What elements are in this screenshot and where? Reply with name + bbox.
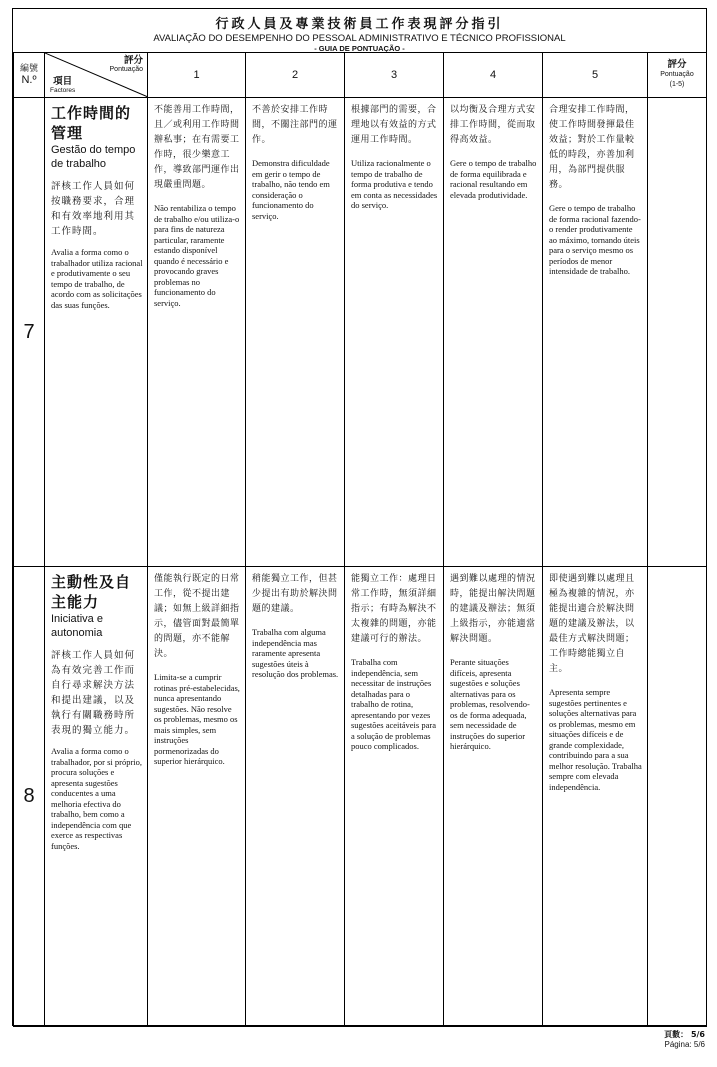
criterion-zh: 不善於安排工作時間，不關注部門的運作。 <box>252 105 338 145</box>
factor-score-header <box>45 53 148 98</box>
score-entry-cell[interactable] <box>648 98 707 567</box>
page-number-pt: Página: 5/6 <box>664 1040 705 1049</box>
criterion-zh: 根據部門的需要，合理地以有效益的方式運用工作時間。 <box>351 105 437 145</box>
scoring-table <box>13 52 707 1027</box>
form-header <box>13 9 706 53</box>
page-footer <box>664 1030 705 1050</box>
factor-title-pt: Iniciativa e autonomia <box>51 613 103 639</box>
criterion-zh: 以均衡及合理方式安排工作時間，從而取得高效益。 <box>450 105 536 145</box>
level-2-cell <box>246 567 345 1027</box>
number-label-pt: N.º <box>21 74 37 86</box>
factor-title-pt: Gestão do tempo de trabalho <box>51 144 136 170</box>
criterion-zh: 僅能執行既定的日常工作，從不提出建議；如無上級詳細指示，儘管面對最簡單的問題，亦不能解決。 <box>154 574 240 659</box>
row-number: 7 <box>14 98 45 567</box>
criterion-pt: Não rentabiliza o tempo de trabalho e/ou utiliza-o para fins de natureza particular, raramente estando disponível quando é necessário e provocando graves problemas no funcionamento do serviço. <box>154 203 240 308</box>
table-row <box>14 567 707 1027</box>
level-3-cell <box>345 98 444 567</box>
level-5-cell <box>543 98 648 567</box>
criterion-zh: 能獨立工作：處理日常工作時，無須詳細指示；有時為解決不太複雜的問題，亦能建議可行的辦法。 <box>351 574 437 644</box>
criterion-pt: Demonstra dificuldade em gerir o tempo de trabalho, não tendo em consideração o funcionamento do serviço. <box>252 158 330 221</box>
factor-description-zh: 評核工作人員如何按職務要求，合理和有效率地利用其工作時間。 <box>51 181 136 237</box>
level-1-cell <box>148 98 246 567</box>
score-label-zh: 評分 <box>123 55 143 66</box>
criterion-pt: Trabalha com independência, sem necessitar de instruções detalhadas para o trabalho de rotina, apresentando por vezes sugestões aceitáveis para a solução de problemas pouco complicados. <box>351 657 436 751</box>
level-3-cell <box>345 567 444 1027</box>
final-score-pt: Pontuação <box>660 71 694 78</box>
criterion-pt: Gere o tempo de trabalho de forma racional fazendo-o render produtivamente ao máximo, tornando úteis para o serviço mesmo os períodos de menor intensidade de trabalho. <box>549 203 641 276</box>
items-label-pt: Factores <box>50 87 76 94</box>
title-zh: 行政人員及專業技術員工作表現評分指引 <box>215 17 504 32</box>
number-label-zh: 編號 <box>19 64 38 74</box>
row-number: 8 <box>14 567 45 1027</box>
final-score-range: (1-5) <box>669 81 685 88</box>
criterion-pt: Apresenta sempre sugestões pertinentes e soluções alternativas para os problemas, mesmo em situações difíceis e de grande complexidade, contribuindo para a sua melhor resolução. Trabalha sempre com elevada independência. <box>549 687 642 792</box>
items-label-zh: 項目 <box>53 76 73 87</box>
criterion-zh: 遇到難以處理的情況時，能提出解決問題的建議及辦法；無須上級指示，亦能適當解決問題。 <box>450 574 536 644</box>
number-column-header <box>14 53 45 98</box>
factor-description-pt: Avalia a forma como o trabalhador, por si próprio, procura soluções e apresenta sugestões conducentes a uma melhoria efectiva do trabalho, bem como a independência com que exerce as respectivas funções. <box>51 746 143 851</box>
final-score-header <box>648 53 707 98</box>
level-5-cell <box>543 567 648 1027</box>
score-label-pt: Pontuação <box>109 66 143 73</box>
level-header-2: 2 <box>246 53 345 98</box>
level-4-cell <box>444 98 543 567</box>
criterion-zh: 合理安排工作時間，使工作時間發揮最佳效益；對於工作量較低的時段，亦善加利用，為部門提供服務。 <box>549 105 635 190</box>
factor-title-zh: 主動性及自主能力 <box>51 573 132 611</box>
factor-title-zh: 工作時間的管理 <box>51 104 132 142</box>
criterion-pt: Gere o tempo de trabalho de forma equilibrada e racional resultando em elevada produtividade. <box>450 158 537 200</box>
level-1-cell <box>148 567 246 1027</box>
criterion-pt: Trabalha com alguma independência mas raramente apresenta sugestões úteis à resolução dos problemas. <box>252 627 339 679</box>
criterion-pt: Perante situações difíceis, apresenta sugestões e soluções alternativas para os problemas, resolvendo-os de forma adequada, sem necessidade de instruções do superior hierárquico. <box>450 657 530 751</box>
page-number-zh: 頁數： 5/6 <box>664 1030 705 1039</box>
level-header-5: 5 <box>543 53 648 98</box>
form-frame <box>12 8 707 1026</box>
factor-cell <box>45 98 148 567</box>
criterion-zh: 稍能獨立工作，但甚少提出有助於解決問題的建議。 <box>252 574 338 614</box>
level-header-1: 1 <box>148 53 246 98</box>
factor-cell <box>45 567 148 1027</box>
header-row <box>14 53 707 98</box>
criterion-zh: 即使遇到難以處理且極為複雜的情況，亦能提出適合於解決問題的建議及辦法，以最佳方式解決問題；工作時總能獨立自主。 <box>549 574 635 674</box>
factor-description-pt: Avalia a forma como o trabalhador utiliza racional e produtivamente o seu tempo de trabalho, de acordo com as solicitações das suas funções. <box>51 247 143 310</box>
level-header-3: 3 <box>345 53 444 98</box>
subtitle: - GUIA DE PONTUAÇÃO - <box>314 44 405 53</box>
criterion-pt: Utiliza racionalmente o tempo de trabalho de forma produtiva e tendo em conta as necessidades do serviço. <box>351 158 438 210</box>
factor-description-zh: 評核工作人員如何為有效完善工作而自行尋求解決方法和提出建議，以及執行有關職務時所表現的獨立能力。 <box>51 650 136 736</box>
level-2-cell <box>246 98 345 567</box>
level-header-4: 4 <box>444 53 543 98</box>
criterion-zh: 不能善用工作時間，且／或利用工作時間辦私事；在有需要工作時，很少樂意工作，導致部門運作出現嚴重問題。 <box>154 105 240 190</box>
criterion-pt: Limita-se a cumprir rotinas pré-estabelecidas, nunca apresentando sugestões. Não resolve os problemas, mesmo os mais simples, sem instruções pormenorizadas do superior hierárquico. <box>154 672 240 766</box>
title-pt: AVALIAÇÃO DO DESEMPENHO DO PESSOAL ADMINISTRATIVO E TÉCNICO PROFISSIONAL <box>153 33 566 44</box>
score-entry-cell[interactable] <box>648 567 707 1027</box>
level-4-cell <box>444 567 543 1027</box>
table-row <box>14 98 707 567</box>
final-score-zh: 評分 <box>667 59 687 70</box>
